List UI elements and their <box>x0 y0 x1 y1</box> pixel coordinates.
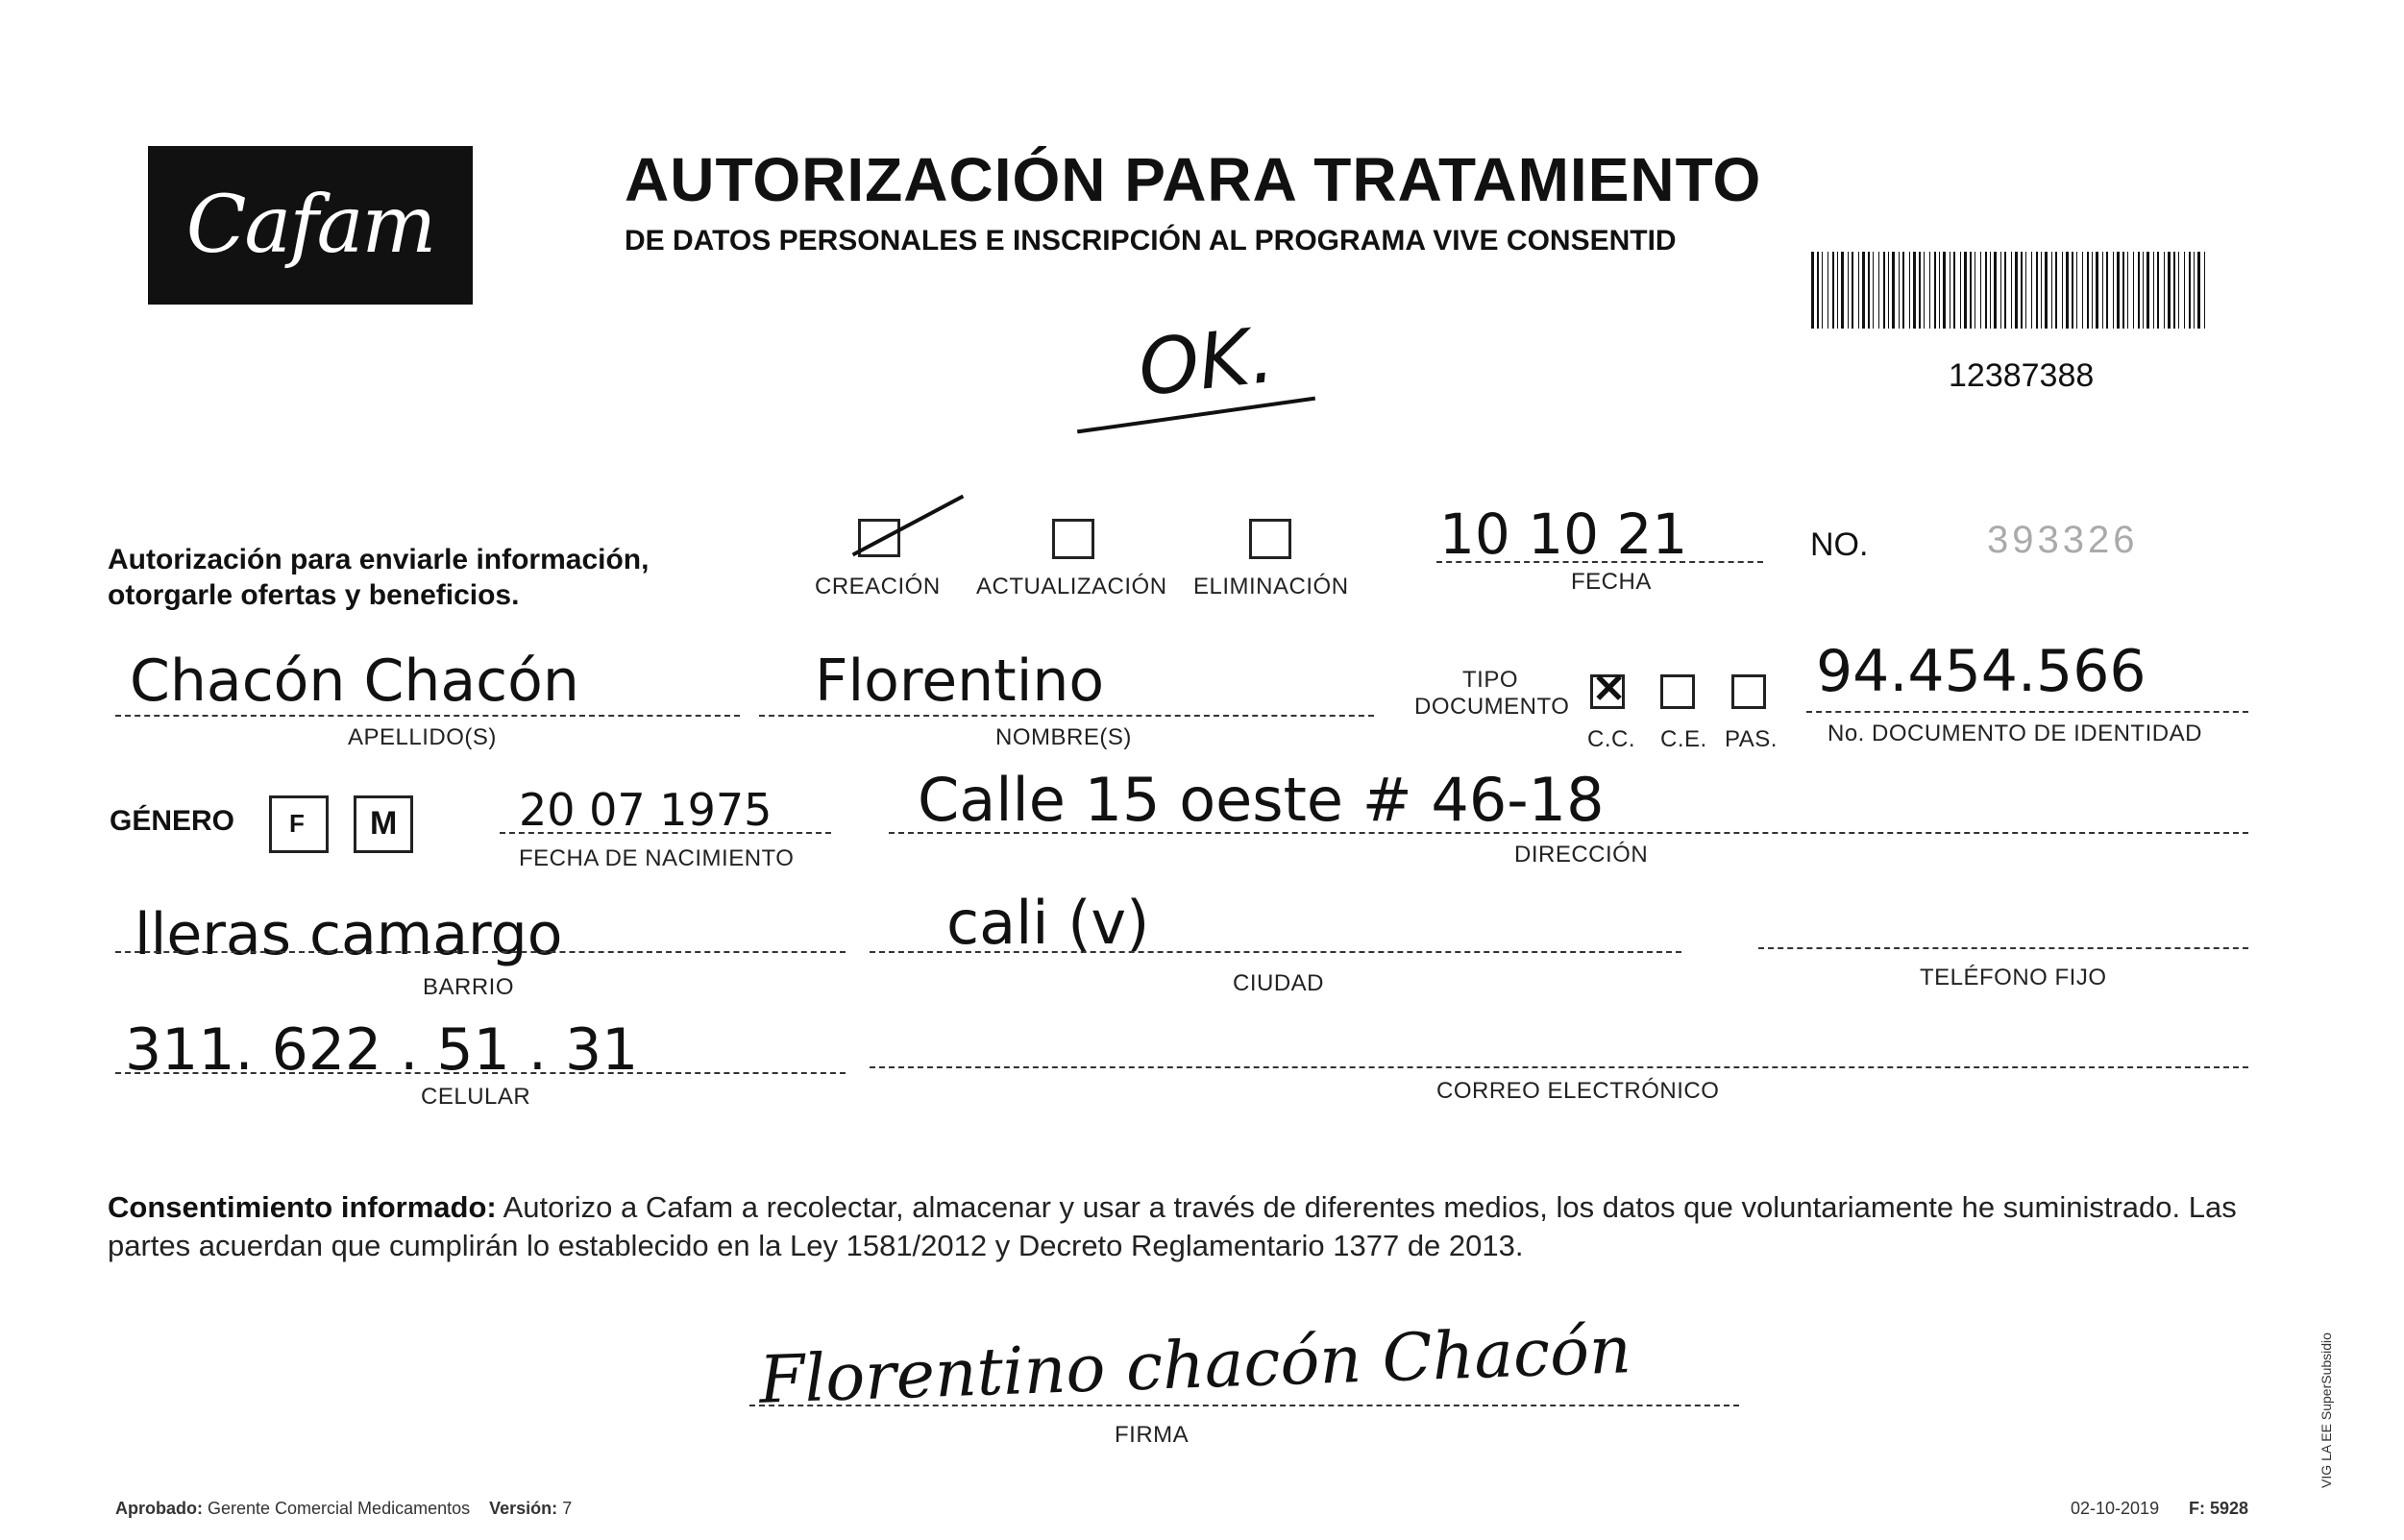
barcode-bar <box>2113 252 2114 329</box>
nombres-label: NOMBRE(S) <box>995 724 1132 750</box>
barcode-bar <box>2076 252 2077 329</box>
consent-heading: Consentimiento informado: <box>108 1190 497 1224</box>
doc-number-line <box>1806 711 2248 713</box>
direccion-label: DIRECCIÓN <box>1514 842 1649 868</box>
barcode-bar <box>2062 252 2063 329</box>
handwritten-ok-mark: OK. <box>1134 309 1279 414</box>
barcode-bar <box>1919 252 1921 329</box>
ce-label: C.E. <box>1660 726 1707 752</box>
barcode-bar <box>2178 252 2179 329</box>
barcode-bar <box>2082 252 2083 329</box>
barcode-bar <box>1929 252 1930 329</box>
barcode-bar <box>1924 252 1925 329</box>
consent-paragraph <box>108 1188 2241 1265</box>
barcode-bar <box>1902 252 1904 329</box>
eliminacion-checkbox[interactable] <box>1249 519 1291 559</box>
barcode-bar <box>2127 252 2128 329</box>
telefono-label: TELÉFONO FIJO <box>1920 965 2107 990</box>
fecha-label: FECHA <box>1571 569 1652 595</box>
barcode-bar <box>2133 252 2134 329</box>
birth-date-value: 20 07 1975 <box>519 784 773 836</box>
fecha-line <box>1436 561 1763 563</box>
ciudad-value: cali (v) <box>946 888 1150 958</box>
side-text: VIG LA EE SuperSubsidio <box>2318 1332 2334 1488</box>
ciudad-label: CIUDAD <box>1233 970 1325 996</box>
footer-code: F: 5928 <box>2189 1499 2249 1518</box>
barcode-bar <box>2055 252 2057 329</box>
barcode-bar <box>1899 252 1900 329</box>
correo-label: CORREO ELECTRÓNICO <box>1436 1078 1720 1104</box>
celular-label: CELULAR <box>421 1084 531 1110</box>
barcode-bar <box>1913 252 1916 329</box>
barcode-bar <box>1985 252 1987 329</box>
nombres-value: Florentino <box>815 648 1105 715</box>
barcode-bar <box>2106 252 2108 329</box>
barcode-bar <box>1878 252 1879 329</box>
barcode-bar <box>2051 252 2052 329</box>
authorization-text-line2: otorgarle ofertas y beneficios. <box>108 579 520 611</box>
document-title: AUTORIZACIÓN PARA TRATAMIENTO <box>625 145 1762 214</box>
barcode-bar <box>2173 252 2175 329</box>
ciudad-line <box>870 951 1681 953</box>
barcode-bar <box>2168 252 2171 329</box>
barcode-bar <box>2004 252 2006 329</box>
number-value: 393326 <box>1987 519 2139 561</box>
apellidos-label: APELLIDO(S) <box>348 724 497 750</box>
signature: Florentino chacón Chacón <box>757 1312 1632 1419</box>
genero-f-label: F <box>289 809 305 838</box>
barcode-bar <box>1848 252 1849 329</box>
logo-text: Cafam <box>185 180 435 271</box>
aprobado-label: Aprobado: <box>115 1499 203 1518</box>
barcode-bar <box>1994 252 1997 329</box>
barcode-bar <box>1970 252 1972 329</box>
aprobado-value: Gerente Comercial Medicamentos <box>208 1499 471 1518</box>
footer-approved <box>115 1499 572 1519</box>
barcode-bar <box>2153 252 2154 329</box>
pas-label: PAS. <box>1725 726 1778 752</box>
barrio-line <box>115 951 846 953</box>
direccion-line <box>889 832 2248 834</box>
consent-body: Autorizo a Cafam a recolectar, almacenar y usar a través de diferentes medios, los datos que voluntariamente he suministrado. Las partes acuerdan que cumplirán lo establecido en la Ley 1581/2012 y Decreto Reglamentario 1377 de 2013. <box>108 1190 2237 1262</box>
barcode-bar <box>2122 252 2124 329</box>
barcode-bar <box>1892 252 1895 329</box>
barcode-bar <box>2041 252 2042 329</box>
barcode-bar <box>2092 252 2093 329</box>
barcode-bar <box>2102 252 2103 329</box>
barcode-bar <box>2072 252 2073 329</box>
barcode-bar <box>2000 252 2001 329</box>
direccion-value: Calle 15 oeste # 46-18 <box>918 765 1605 835</box>
cc-check-mark: ✕ <box>1592 666 1627 711</box>
barcode-bar <box>1888 252 1889 329</box>
eliminacion-label: ELIMINACIÓN <box>1193 574 1349 599</box>
ce-checkbox[interactable] <box>1660 674 1695 709</box>
actualizacion-checkbox[interactable] <box>1052 519 1094 559</box>
authorization-text-line1: Autorización para enviarle información, <box>108 544 650 575</box>
barcode-bar <box>1909 252 1910 329</box>
barcode-bar <box>2066 252 2069 329</box>
actualizacion-label: ACTUALIZACIÓN <box>976 574 1167 599</box>
barcode-bar <box>2138 252 2140 329</box>
version-value: 7 <box>562 1499 573 1518</box>
doc-number-value: 94.454.566 <box>1816 638 2146 705</box>
barcode-bar <box>2143 252 2144 329</box>
apellidos-line <box>115 715 740 717</box>
birth-date-line <box>500 832 831 834</box>
genero-m-label: M <box>370 805 398 842</box>
birth-date-label: FECHA DE NACIMIENTO <box>519 845 795 871</box>
barcode-bar <box>2146 252 2149 329</box>
barcode-bar <box>1934 252 1936 329</box>
celular-value: 311. 622 . 51 . 31 <box>125 1016 639 1084</box>
barcode-bar <box>1858 252 1859 329</box>
barcode-bar <box>1943 252 1946 329</box>
signature-line <box>749 1405 1739 1406</box>
barcode-bar <box>2045 252 2048 329</box>
barcode-bar <box>1873 252 1874 329</box>
barcode-bar <box>1841 252 1844 329</box>
barrio-label: BARRIO <box>423 974 515 1000</box>
barcode-bar <box>2197 252 2200 329</box>
barcode-bar <box>1811 252 1814 329</box>
barcode-bar <box>1964 252 1967 329</box>
barcode-bar <box>1832 252 1834 329</box>
apellidos-value: Chacón Chacón <box>130 648 579 715</box>
barcode-bar <box>2194 252 2195 329</box>
document-subtitle: DE DATOS PERSONALES E INSCRIPCIÓN AL PROGRAMA VIVE CONSENTID <box>625 225 1677 257</box>
barrio-value: lleras camargo <box>135 901 563 968</box>
barcode-bar <box>1822 252 1823 329</box>
barcode-bar <box>1837 252 1838 329</box>
cafam-logo <box>148 146 473 305</box>
signature-label: FIRMA <box>1115 1422 1190 1448</box>
barcode-bar <box>2011 252 2012 329</box>
documento-label: DOCUMENTO <box>1414 694 1570 720</box>
nombres-line <box>759 715 1374 717</box>
pas-checkbox[interactable] <box>1731 674 1766 709</box>
barcode-bar <box>2164 252 2165 329</box>
barcode <box>1811 252 2207 329</box>
barcode-bar <box>2204 252 2205 329</box>
barcode-bar <box>1862 252 1865 329</box>
barcode-bar <box>1817 252 1819 329</box>
footer-date: 02-10-2019 <box>2071 1499 2160 1518</box>
barcode-bar <box>2031 252 2032 329</box>
barcode-bar <box>2015 252 2018 329</box>
tipo-label: TIPO <box>1462 667 1519 693</box>
barcode-bar <box>2117 252 2120 329</box>
fecha-value: 10 10 21 <box>1439 501 1688 567</box>
barcode-bar <box>1980 252 1981 329</box>
barcode-bar <box>2189 252 2191 329</box>
doc-number-label: No. DOCUMENTO DE IDENTIDAD <box>1828 721 2202 746</box>
barcode-bar <box>1953 252 1955 329</box>
celular-line <box>115 1072 846 1074</box>
barcode-bar <box>1868 252 1870 329</box>
telefono-line <box>1758 947 2248 949</box>
barcode-bar <box>1883 252 1885 329</box>
version-label: Versión: <box>489 1499 558 1518</box>
barcode-bar <box>1852 252 1853 329</box>
barcode-bar <box>2036 252 2038 329</box>
number-label: NO. <box>1810 526 1869 563</box>
barcode-bar <box>2021 252 2023 329</box>
barcode-bar <box>2096 252 2098 329</box>
barcode-bar <box>2157 252 2159 329</box>
barcode-bar <box>2087 252 2089 329</box>
barcode-number: 12387388 <box>1949 357 2095 394</box>
creacion-label: CREACIÓN <box>815 574 941 599</box>
barcode-bar <box>2184 252 2185 329</box>
correo-line <box>870 1066 2248 1068</box>
cc-label: C.C. <box>1587 726 1635 752</box>
barcode-bar <box>2025 252 2026 329</box>
barcode-bar <box>1960 252 1961 329</box>
genero-label: GÉNERO <box>110 805 235 837</box>
barcode-bar <box>1990 252 1991 329</box>
barcode-bar <box>1939 252 1940 329</box>
